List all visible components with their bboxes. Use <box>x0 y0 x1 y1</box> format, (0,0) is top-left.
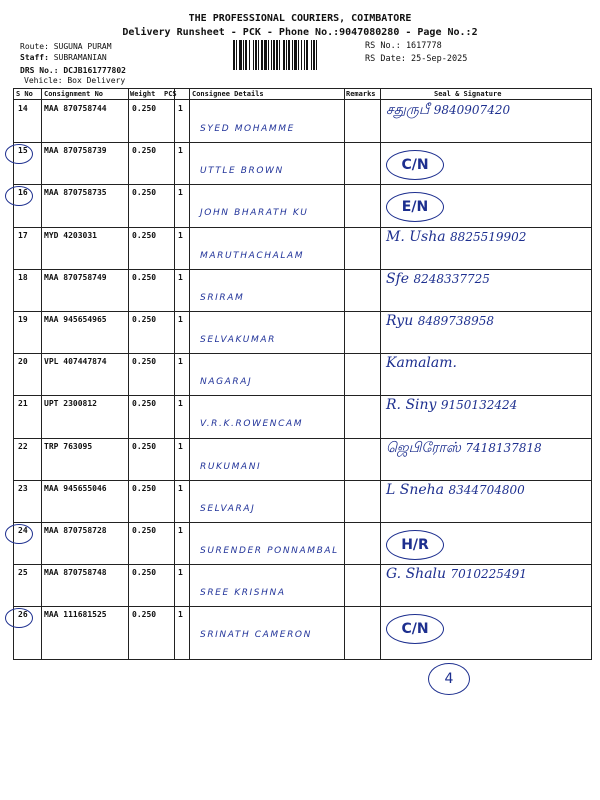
sno-cell: 15 <box>18 146 28 156</box>
table-row <box>14 142 591 184</box>
pcs-cell: 1 <box>178 610 183 620</box>
consignment-cell: MAA 870758748 <box>44 568 107 578</box>
weight-cell: 0.250 <box>132 146 157 156</box>
signature-phone: 7010225491 <box>450 567 527 582</box>
page-count-stamp: 4 <box>428 663 470 695</box>
weight-cell: 0.250 <box>132 441 157 451</box>
signature-name: ஜெபிரோஸ் <box>386 439 461 456</box>
consignee-name: SURENDER PONNAMBAL <box>200 546 339 556</box>
signature <box>386 355 457 371</box>
signature-phone: 9150132424 <box>440 398 518 413</box>
sno-cell: 24 <box>18 526 28 535</box>
table-row <box>14 522 591 564</box>
signature-name: M. Usha <box>386 228 446 245</box>
consignee-name: SYED MOHAMME <box>200 124 295 134</box>
weight-cell: 0.250 <box>132 483 157 493</box>
consignment-cell: TRP 763095 <box>44 441 93 451</box>
staff-name: SUBRAMANIAN <box>53 53 107 62</box>
sno-cell: 19 <box>18 315 28 324</box>
barcode <box>233 40 359 70</box>
table-row <box>14 311 591 353</box>
pcs-cell: 1 <box>178 357 183 367</box>
sno-cell: 16 <box>18 188 28 198</box>
signature <box>386 102 510 120</box>
weight-cell: 0.250 <box>132 568 157 578</box>
col-header-weight: Weight <box>130 90 156 98</box>
weight-cell: 0.250 <box>132 526 157 535</box>
table-row <box>14 227 591 269</box>
signature-name: G. Shalu <box>386 566 447 583</box>
sno-cell: 23 <box>18 483 28 493</box>
sno-cell: 22 <box>18 441 28 451</box>
consignment-cell: MAA 870758744 <box>44 104 107 113</box>
signature-name: L Sneha <box>386 481 445 498</box>
consignment-cell: MAA 945654965 <box>44 315 107 324</box>
consignment-cell: UPT 2300812 <box>44 399 97 409</box>
signature-phone: 8825519902 <box>450 229 527 244</box>
sno-cell: 14 <box>18 104 28 113</box>
signature-phone: 8489738958 <box>417 314 495 328</box>
sno-cell: 18 <box>18 272 28 282</box>
table-row <box>14 269 591 311</box>
sno-cell: 25 <box>18 568 28 578</box>
signature-name: R. Siny <box>386 397 437 414</box>
col-header-seal: Seal & Signature <box>434 90 502 98</box>
signature <box>386 397 517 413</box>
table-row <box>14 395 591 437</box>
signature <box>386 566 527 582</box>
signature-phone: 8248337725 <box>413 271 490 286</box>
signature-phone: 8344704800 <box>448 482 525 497</box>
weight-cell: 0.250 <box>132 315 157 324</box>
signature <box>386 440 542 458</box>
signature <box>386 271 490 287</box>
status-stamp: C/N <box>386 150 444 180</box>
table-row <box>14 100 591 142</box>
pcs-cell: 1 <box>178 568 183 578</box>
col-header-pcs: PCS <box>164 90 177 98</box>
weight-cell: 0.250 <box>132 357 157 367</box>
drs-line <box>20 66 126 76</box>
consignee-name: V.R.K.ROWENCAM <box>200 419 304 430</box>
pcs-cell: 1 <box>178 399 183 409</box>
signature-name: Ryu <box>386 313 414 329</box>
col-header-consignment: Consignment No <box>44 90 104 98</box>
table-row <box>14 184 591 226</box>
consignee-name: SRIRAM <box>200 292 245 303</box>
pcs-cell: 1 <box>178 483 183 493</box>
page-subtitle: Delivery Runsheet - PCK - Phone No.:9047080280 - Page No.:2 <box>122 27 478 38</box>
weight-cell: 0.250 <box>132 610 157 620</box>
weight-cell: 0.250 <box>132 230 157 240</box>
table-row <box>14 438 591 480</box>
pcs-cell: 1 <box>178 272 183 282</box>
signature <box>386 229 526 245</box>
consignee-name: SREE KRISHNA <box>200 588 286 599</box>
consignee-name: UTTLE BROWN <box>200 166 284 177</box>
sno-cell: 26 <box>18 610 28 620</box>
signature-phone: 9840907420 <box>433 103 511 117</box>
consignment-cell: MAA 945655046 <box>44 483 107 493</box>
consignment-cell: MAA 870758735 <box>44 188 107 198</box>
consignee-name: SRINATH CAMERON <box>200 630 312 641</box>
pcs-cell: 1 <box>178 104 183 113</box>
signature-name: Sfe <box>386 270 410 287</box>
consignee-name: MARUTHACHALAM <box>200 250 305 261</box>
weight-cell: 0.250 <box>132 188 157 198</box>
staff-label: Staff: <box>20 53 54 62</box>
signature-phone: 7418137818 <box>465 440 542 455</box>
pcs-cell: 1 <box>178 526 183 535</box>
consignment-cell: MAA 870758739 <box>44 146 107 156</box>
status-stamp: C/N <box>386 614 444 644</box>
drs-label: DRS No.: <box>20 66 64 75</box>
runsheet-table <box>13 88 592 660</box>
signature <box>386 482 525 498</box>
page-title: THE PROFESSIONAL COURIERS, COIMBATORE <box>188 13 412 24</box>
col-header-remarks: Remarks <box>346 90 376 98</box>
pcs-cell: 1 <box>178 146 183 156</box>
rs-number: RS No.: 1617778 <box>365 41 442 51</box>
consignment-cell: VPL 407447874 <box>44 357 107 367</box>
sno-cell: 17 <box>18 230 28 240</box>
rs-date: RS Date: 25-Sep-2025 <box>365 54 468 64</box>
consignment-cell: MAA 870758728 <box>44 526 107 535</box>
consignee-name: RUKUMANI <box>200 461 262 472</box>
status-stamp: E/N <box>386 192 444 222</box>
pcs-cell: 1 <box>178 188 183 198</box>
col-header-sno: S No <box>16 90 33 98</box>
consignment-cell: MAA 870758749 <box>44 272 107 282</box>
pcs-cell: 1 <box>178 441 183 451</box>
consignment-cell: MAA 111681525 <box>44 610 107 620</box>
weight-cell: 0.250 <box>132 104 157 113</box>
sno-cell: 21 <box>18 399 28 409</box>
consignee-name: JOHN BHARATH KU <box>200 208 309 219</box>
table-row <box>14 564 591 606</box>
signature <box>386 313 494 329</box>
table-row <box>14 606 591 648</box>
pcs-cell: 1 <box>178 315 183 324</box>
route-label: Route: SUGUNA PURAM <box>20 42 112 51</box>
table-row <box>14 353 591 395</box>
weight-cell: 0.250 <box>132 272 157 282</box>
staff-line <box>20 53 107 63</box>
drs-number: DCJB161777802 <box>63 66 126 75</box>
signature-name: Kamalam. <box>386 355 457 372</box>
pcs-cell: 1 <box>178 230 183 240</box>
sno-cell: 20 <box>18 357 28 367</box>
table-row <box>14 480 591 522</box>
consignee-name: SELVAKUMAR <box>200 335 276 345</box>
consignee-name: SELVARAJ <box>200 503 256 514</box>
col-header-consignee: Consignee Details <box>192 90 264 98</box>
weight-cell: 0.250 <box>132 399 157 409</box>
consignee-name: NAGARAJ <box>200 377 253 388</box>
signature-name: சதுருபீ <box>386 102 430 118</box>
status-stamp: H/R <box>386 530 444 560</box>
vehicle-label: Vehicle: Box Delivery <box>24 76 126 85</box>
consignment-cell: MYD 4203031 <box>44 230 97 240</box>
